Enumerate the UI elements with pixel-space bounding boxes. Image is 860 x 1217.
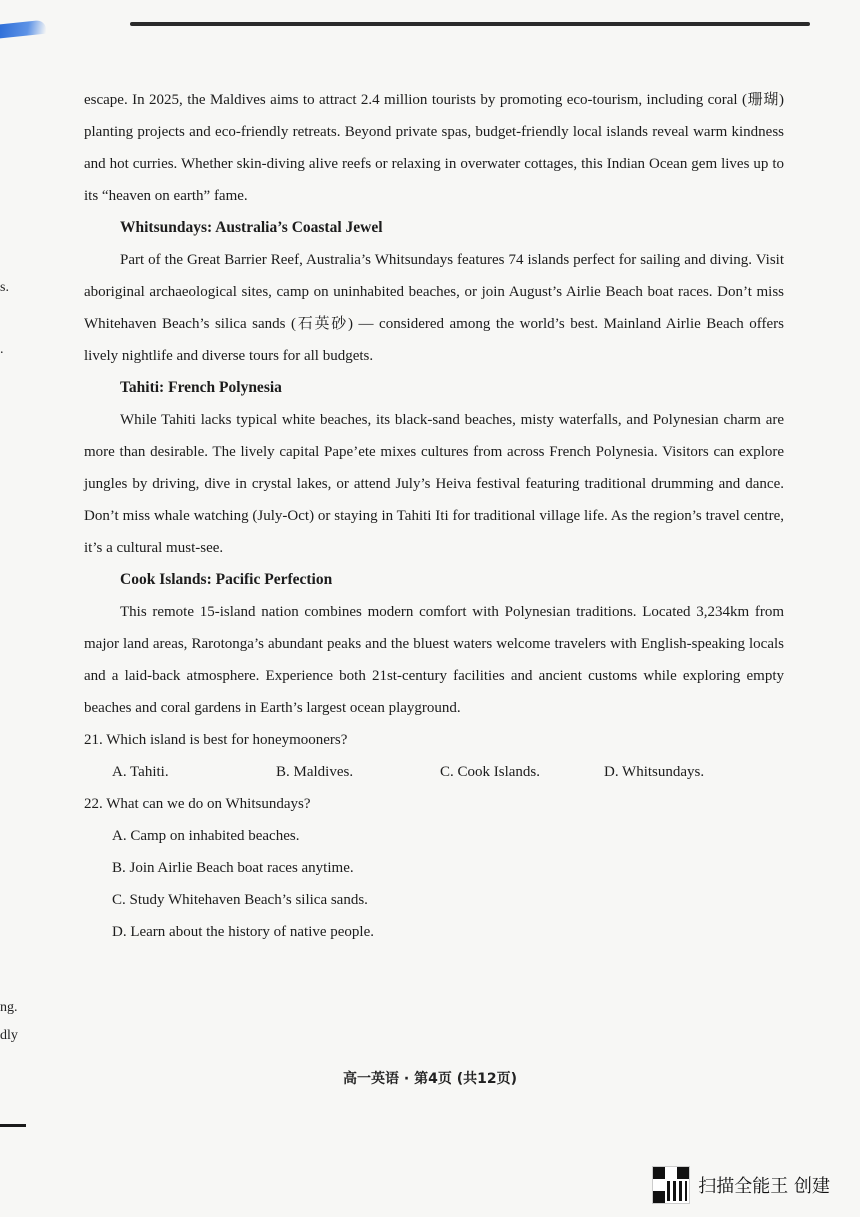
question-21-stem: 21. Which island is best for honeymooners? xyxy=(84,732,348,748)
watermark-text: 扫描全能王 创建 xyxy=(698,1176,830,1197)
question-21-option-b: B. Maldives. xyxy=(276,764,354,780)
page-footer: 高一英语 · 第4页 (共12页) xyxy=(343,1071,517,1087)
question-22-stem: 22. What can we do on Whitsundays? xyxy=(84,796,311,812)
top-border-bar xyxy=(130,22,810,26)
margin-fragment: ng. xyxy=(0,1000,18,1015)
question-21-option-a: A. Tahiti. xyxy=(112,764,169,780)
margin-fragment: s. xyxy=(0,280,9,295)
question-21-option-c: C. Cook Islands. xyxy=(440,764,541,780)
question-21-options xyxy=(84,756,784,788)
intro-paragraph: escape. In 2025, the Maldives aims to attract 2.4 million tourists by promoting eco-tourism, including coral (珊瑚) planting projects and eco-friendly retreats. Beyond private spas, budget-friendly local islands reveal warm kindness and hot curries. Whether skin-diving alive reefs or relaxing in overwater cottages, this Indian Ocean gem lives up to its “heaven on earth” fame. xyxy=(84,92,784,204)
section-heading-whitsundays: Whitsundays: Australia’s Coastal Jewel xyxy=(120,219,383,236)
section-heading-tahiti: Tahiti: French Polynesia xyxy=(120,379,282,396)
document-body xyxy=(84,84,784,948)
margin-fragment: . xyxy=(0,342,4,357)
section-body-cook-islands: This remote 15-island nation combines modern comfort with Polynesian traditions. Located 3,234km from major land areas, Rarotonga’s abundant peaks and the bluest waters welcome travelers with English-speaking locals and a laid-back atmosphere. Experience both 21st-century facilities and ancient customs while exploring empty beaches and coral gardens in Earth’s largest ocean playground. xyxy=(84,604,784,716)
section-body-whitsundays: Part of the Great Barrier Reef, Australia’s Whitsundays features 74 islands perfect for sailing and diving. Visit aboriginal archaeological sites, camp on uninhabited beaches, or join August’s Airlie Beach boat races. Don’t miss Whitehaven Beach’s silica sands (石英砂) — considered among the world’s best. Mainland Airlie Beach offers lively nightlife and diverse tours for all budgets. xyxy=(84,252,784,364)
bottom-edge-mark xyxy=(0,1124,26,1127)
section-heading-cook-islands: Cook Islands: Pacific Perfection xyxy=(120,571,333,588)
qr-code-icon xyxy=(652,1166,690,1204)
scanner-watermark xyxy=(652,1166,830,1204)
question-21-option-d: D. Whitsundays. xyxy=(604,764,705,780)
question-22-option-d: D. Learn about the history of native people. xyxy=(112,924,375,940)
section-body-tahiti: While Tahiti lacks typical white beaches, its black-sand beaches, misty waterfalls, and Polynesian charm are more than desirable. The lively capital Pape’ete mixes cultures from across French Polynesia. Visitors can explore jungles by driving, dive in crystal lakes, or attend July’s Heiva festival featuring traditional drumming and dance. Don’t miss whale watching (July-Oct) or staying in Tahiti Iti for traditional village life. As the region’s travel centre, it’s a cultural must-see. xyxy=(84,412,784,556)
question-22-option-a: A. Camp on inhabited beaches. xyxy=(112,828,300,844)
margin-fragment: dly xyxy=(0,1028,18,1043)
question-22-option-b: B. Join Airlie Beach boat races anytime. xyxy=(112,860,354,876)
corner-color-mark xyxy=(0,20,46,39)
question-22-option-c: C. Study Whitehaven Beach’s silica sands. xyxy=(112,892,368,908)
